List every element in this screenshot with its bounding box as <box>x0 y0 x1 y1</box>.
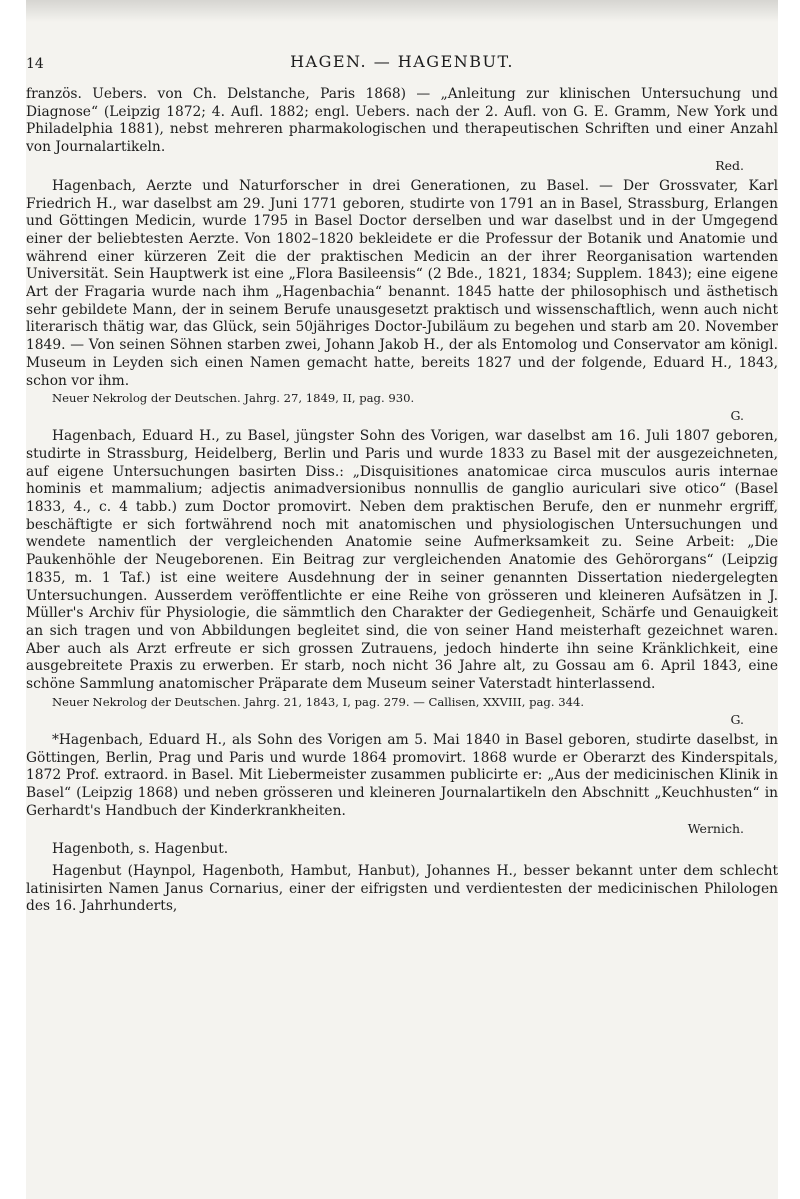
entry-hagenbach-eduard-1807-signature: G. <box>730 711 744 727</box>
entry-hagenboth-text: Hagenboth, s. Hagenbut. <box>52 841 229 858</box>
fragment-signature: Red. <box>715 157 744 173</box>
entry-hagenbach-family-signature: G. <box>730 408 744 424</box>
page-top-shadow <box>26 0 778 22</box>
entry-hagenbach-eduard-1840-signature: Wernich. <box>687 821 744 837</box>
fragment-text: französ. Uebers. von Ch. Delstanche, Paris 1868) — „Anleitung zur klinischen Untersuchung und Diagnose“ (Leipzig 1872; 4. Aufl. 1882; engl. Uebers. nach der 2. Aufl. von G. E. Gramm, New York und Philadelphia 1881), nebst mehreren pharmakologischen und therapeutischen Schriften und einer Anzahl von Journalartikeln. <box>26 86 778 156</box>
entry-hagenbach-eduard-1840-text: *Hagenbach, Eduard H., als Sohn des Vorigen am 5. Mai 1840 in Basel geboren, studirte daselbst, in Göttingen, Berlin, Prag und Paris und wurde 1864 promovirt. 1868 wurde er Oberarzt des Kinderspitals, 1872 Prof. extraord. in Basel. Mit Liebermeister zusammen publicirte er: „Aus der medicinischen Klinik in Basel“ (Leipzig 1868) und neben grösseren und kleineren Journalartikeln den Abschnitt „Keuchhusten“ in Gerhardt's Handbuch der Kinderkrankheiten. <box>26 731 778 819</box>
page-number: 14 <box>26 56 44 72</box>
entry-hagenbach-eduard-1807-reference: Neuer Nekrolog der Deutschen. Jahrg. 21, 1843, I, pag. 279. — Callisen, XXVIII, pag. 344. <box>52 694 585 709</box>
entry-hagenbach-family-reference: Neuer Nekrolog der Deutschen. Jahrg. 27, 1849, II, pag. 930. <box>52 391 415 406</box>
running-head: HAGEN. — HAGENBUT. <box>290 52 514 71</box>
entry-hagenbach-family-text: Hagenbach, Aerzte und Naturforscher in drei Generationen, zu Basel. — Der Grossvater, Karl Friedrich H., war daselbst am 29. Juni 1771 geboren, studirte von 1791 an in Basel, Strassburg, Erlangen und Göttingen Medicin, wurde 1795 in Basel Doctor derselben und war daselbst und in der Umgegend einer der beliebtesten Aerzte. Von 1802–1820 bekleidete er die Professur der Botanik und Anatomie und während einer kürzeren Zeit die der praktischen Medicin an der ihrer Reorganisation wartenden Universität. Sein Hauptwerk ist eine „Flora Basileensis“ (2 Bde., 1821, 1834; Supplem. 1843); eine eigene Art der Fragaria wurde nach ihm „Hagenbachia“ benannt. 1845 hatte der philosophisch und ästhetisch sehr gebildete Mann, der in seinem Berufe unausgesetzt praktisch und wissenschaftlich, wenn auch nicht literarisch thätig war, das Glück, sein 50jähriges Doctor-Jubiläum zu begehen und starb am 20. November 1849. — Von seinen Söhnen starben zwei, Johann Jakob H., der als Entomolog und Conservator am königl. Museum in Leyden sich einen Namen gemacht hatte, bereits 1827 und der folgende, Eduard H., 1843, schon vor ihm. <box>26 177 778 389</box>
page-body <box>26 86 778 916</box>
page-header <box>26 38 778 72</box>
entry-hagenbach-eduard-1807-text: Hagenbach, Eduard H., zu Basel, jüngster Sohn des Vorigen, war daselbst am 16. Juli 1807 geboren, studirte in Strassburg, Heidelberg, Berlin und Paris und wurde 1833 zu Basel mit der ausgezeichneten, auf eigene Untersuchungen basirten Diss.: „Disquisitiones anatomicae circa musculos auris internae hominis et mammalium; adjectis animadversionibus nonnullis de ganglio auriculari sive otico“ (Basel 1833, 4., c. 4 tabb.) zum Doctor promovirt. Neben dem praktischen Berufe, den er nunmehr ergriff, beschäftigte er sich fortwährend noch mit anatomischen und physiologischen Untersuchungen und wendete namentlich der vergleichenden Anatomie seine Aufmerksamkeit zu. Seine Arbeit: „Die Paukenhöhle der Neugeborenen. Ein Beitrag zur vergleichenden Anatomie des Gehörorgans“ (Leipzig 1835, m. 1 Taf.) ist eine weitere Ausdehnung der in seiner genannten Dissertation niedergelegten Untersuchungen. Ausserdem veröffentlichte er eine Reihe von grösseren und kleineren Aufsätzen in J. Müller's Archiv für Physiologie, die sämmtlich den Charakter der Gediegenheit, Schärfe und Genauigkeit an sich tragen und von Abbildungen begleitet sind, die von seiner Hand meisterhaft gezeichnet waren. Aber auch als Arzt erfreute er sich grossen Zutrauens, jedoch hinderte ihn seine Kränklichkeit, eine ausgebreitete Praxis zu erwerben. Er starb, noch nicht 36 Jahre alt, zu Gossau am 6. April 1843, eine schöne Sammlung anatomischer Präparate dem Museum seiner Vaterstadt hinterlassend. <box>26 428 778 693</box>
entry-hagenbut-text: Hagenbut (Haynpol, Hagenboth, Hambut, Hanbut), Johannes H., besser bekannt unter dem schlecht latinisirten Namen Janus Cornarius, einer der eifrigsten und verdientesten der medicinischen Philologen des 16. Jahrhunderts, <box>26 863 778 915</box>
dictionary-page <box>26 0 778 1199</box>
